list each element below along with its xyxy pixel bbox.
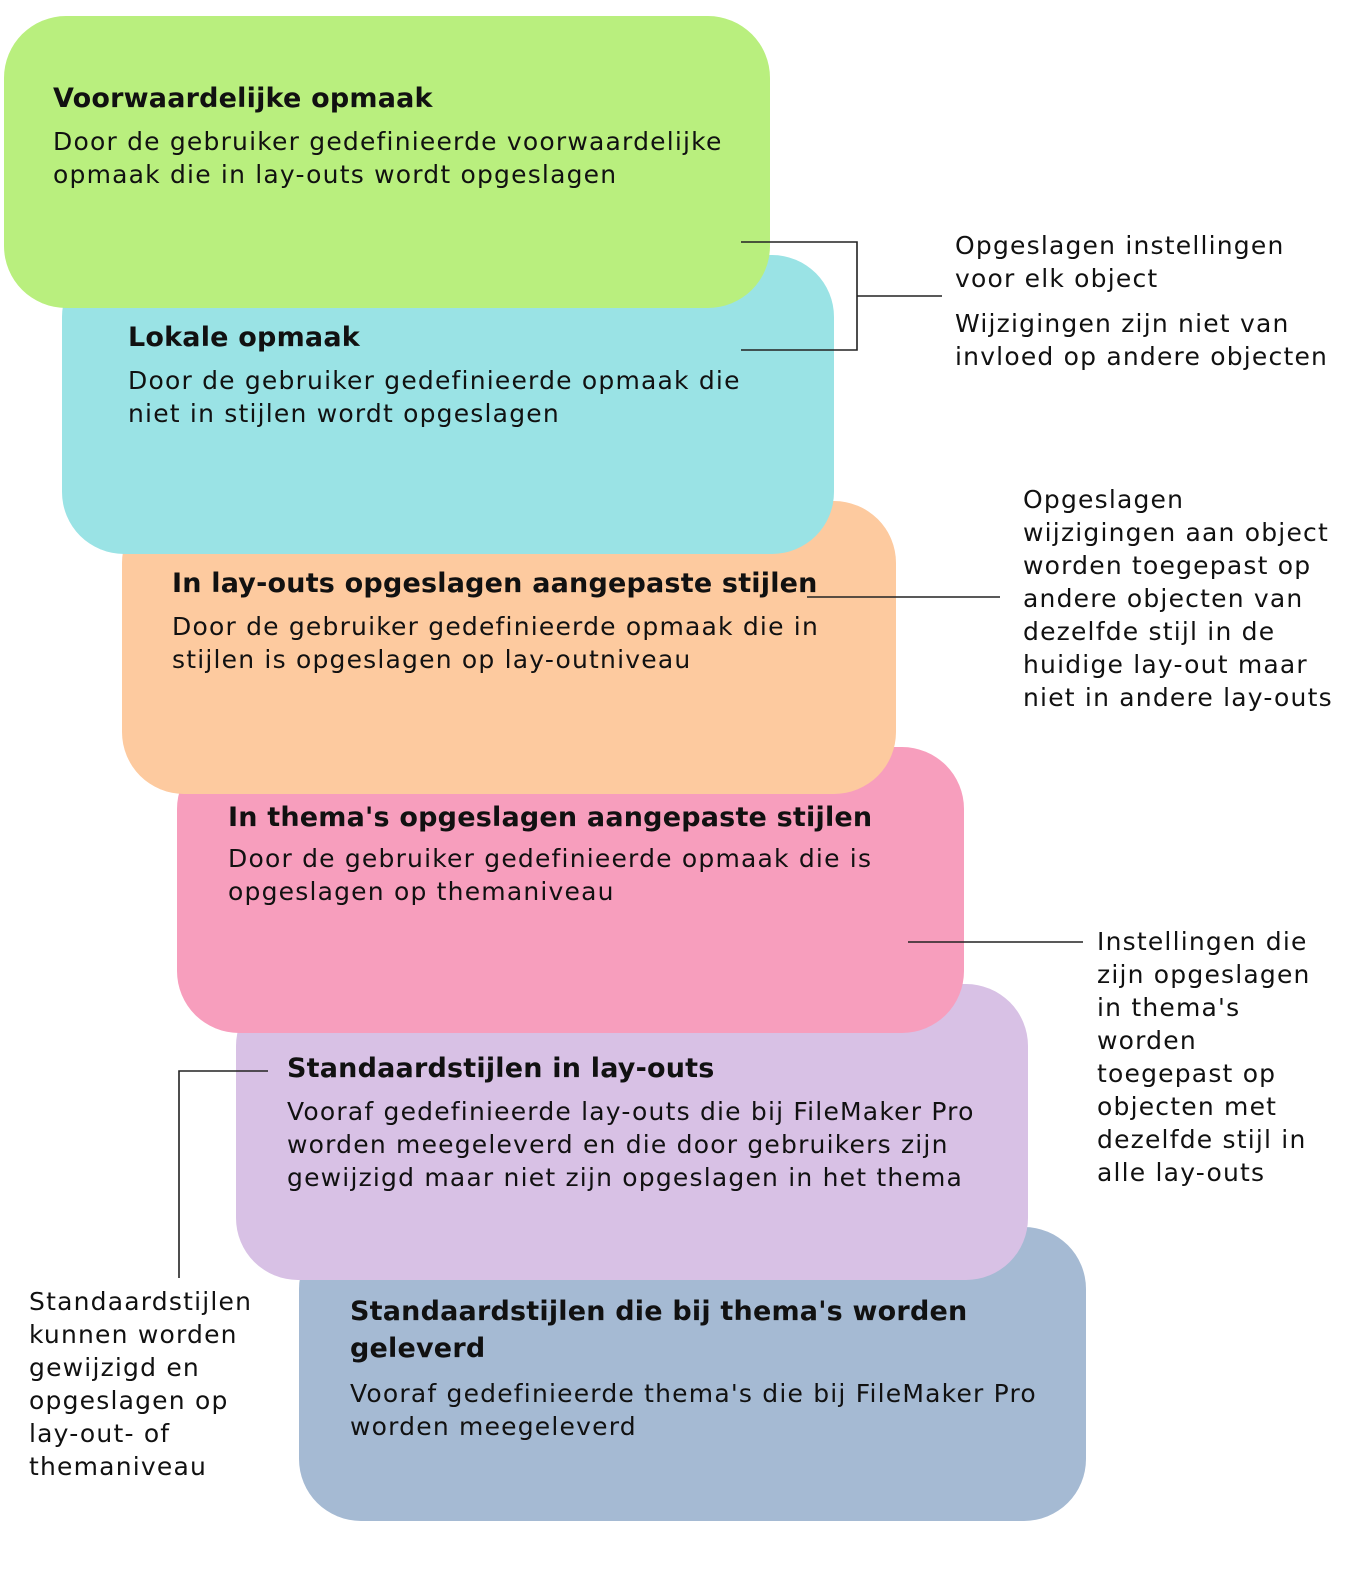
card-title: In lay-outs opgeslagen aangepaste stijlen <box>172 568 818 599</box>
card-description: Door de gebruiker gedefinieerde opmaak die niet in stijlen wordt opgeslagen <box>128 366 741 428</box>
card-description: Vooraf gedefinieerde lay-outs die bij FileMaker Pro worden meegeleverd en die door gebruikers zijn gewijzigd maar niet zijn opgeslagen in het thema <box>287 1097 975 1192</box>
card-title: Standaardstijlen die bij thema's worden geleverd <box>350 1296 968 1364</box>
card-title: Voorwaardelijke opmaak <box>53 83 433 114</box>
card-description: Door de gebruiker gedefinieerde opmaak die in stijlen is opgeslagen op lay-outniveau <box>172 612 819 674</box>
card-description: Door de gebruiker gedefinieerde voorwaardelijke opmaak die in lay-outs wordt opgeslagen <box>53 127 723 189</box>
note-layout-level: Opgeslagen wijzigingen aan object worden toegepast op andere objecten van dezelfde stijl in de huidige lay-out maar niet in andere lay-outs <box>1023 485 1333 712</box>
card-conditional-formatting <box>4 16 770 308</box>
note-default-styles: Standaardstijlen kunnen worden gewijzigd en opgeslagen op lay-out- of themaniveau <box>29 1287 253 1481</box>
card-title: In thema's opgeslagen aangepaste stijlen <box>228 802 873 833</box>
card-description: Door de gebruiker gedefinieerde opmaak die is opgeslagen op themaniveau <box>228 844 873 906</box>
card-title: Standaardstijlen in lay-outs <box>287 1053 715 1084</box>
note-theme-level: Instellingen die zijn opgeslagen in thema's worden toegepast op objecten met dezelfde stijl in alle lay-outs <box>1097 927 1311 1187</box>
note-object-settings: Opgeslagen instellingen voor elk object <box>955 231 1285 293</box>
note-object-effect: Wijzigingen zijn niet van invloed op andere objecten <box>955 309 1329 371</box>
card-title: Lokale opmaak <box>128 322 360 353</box>
card-description: Vooraf gedefinieerde thema's die bij FileMaker Pro worden meegeleverd <box>350 1379 1037 1441</box>
